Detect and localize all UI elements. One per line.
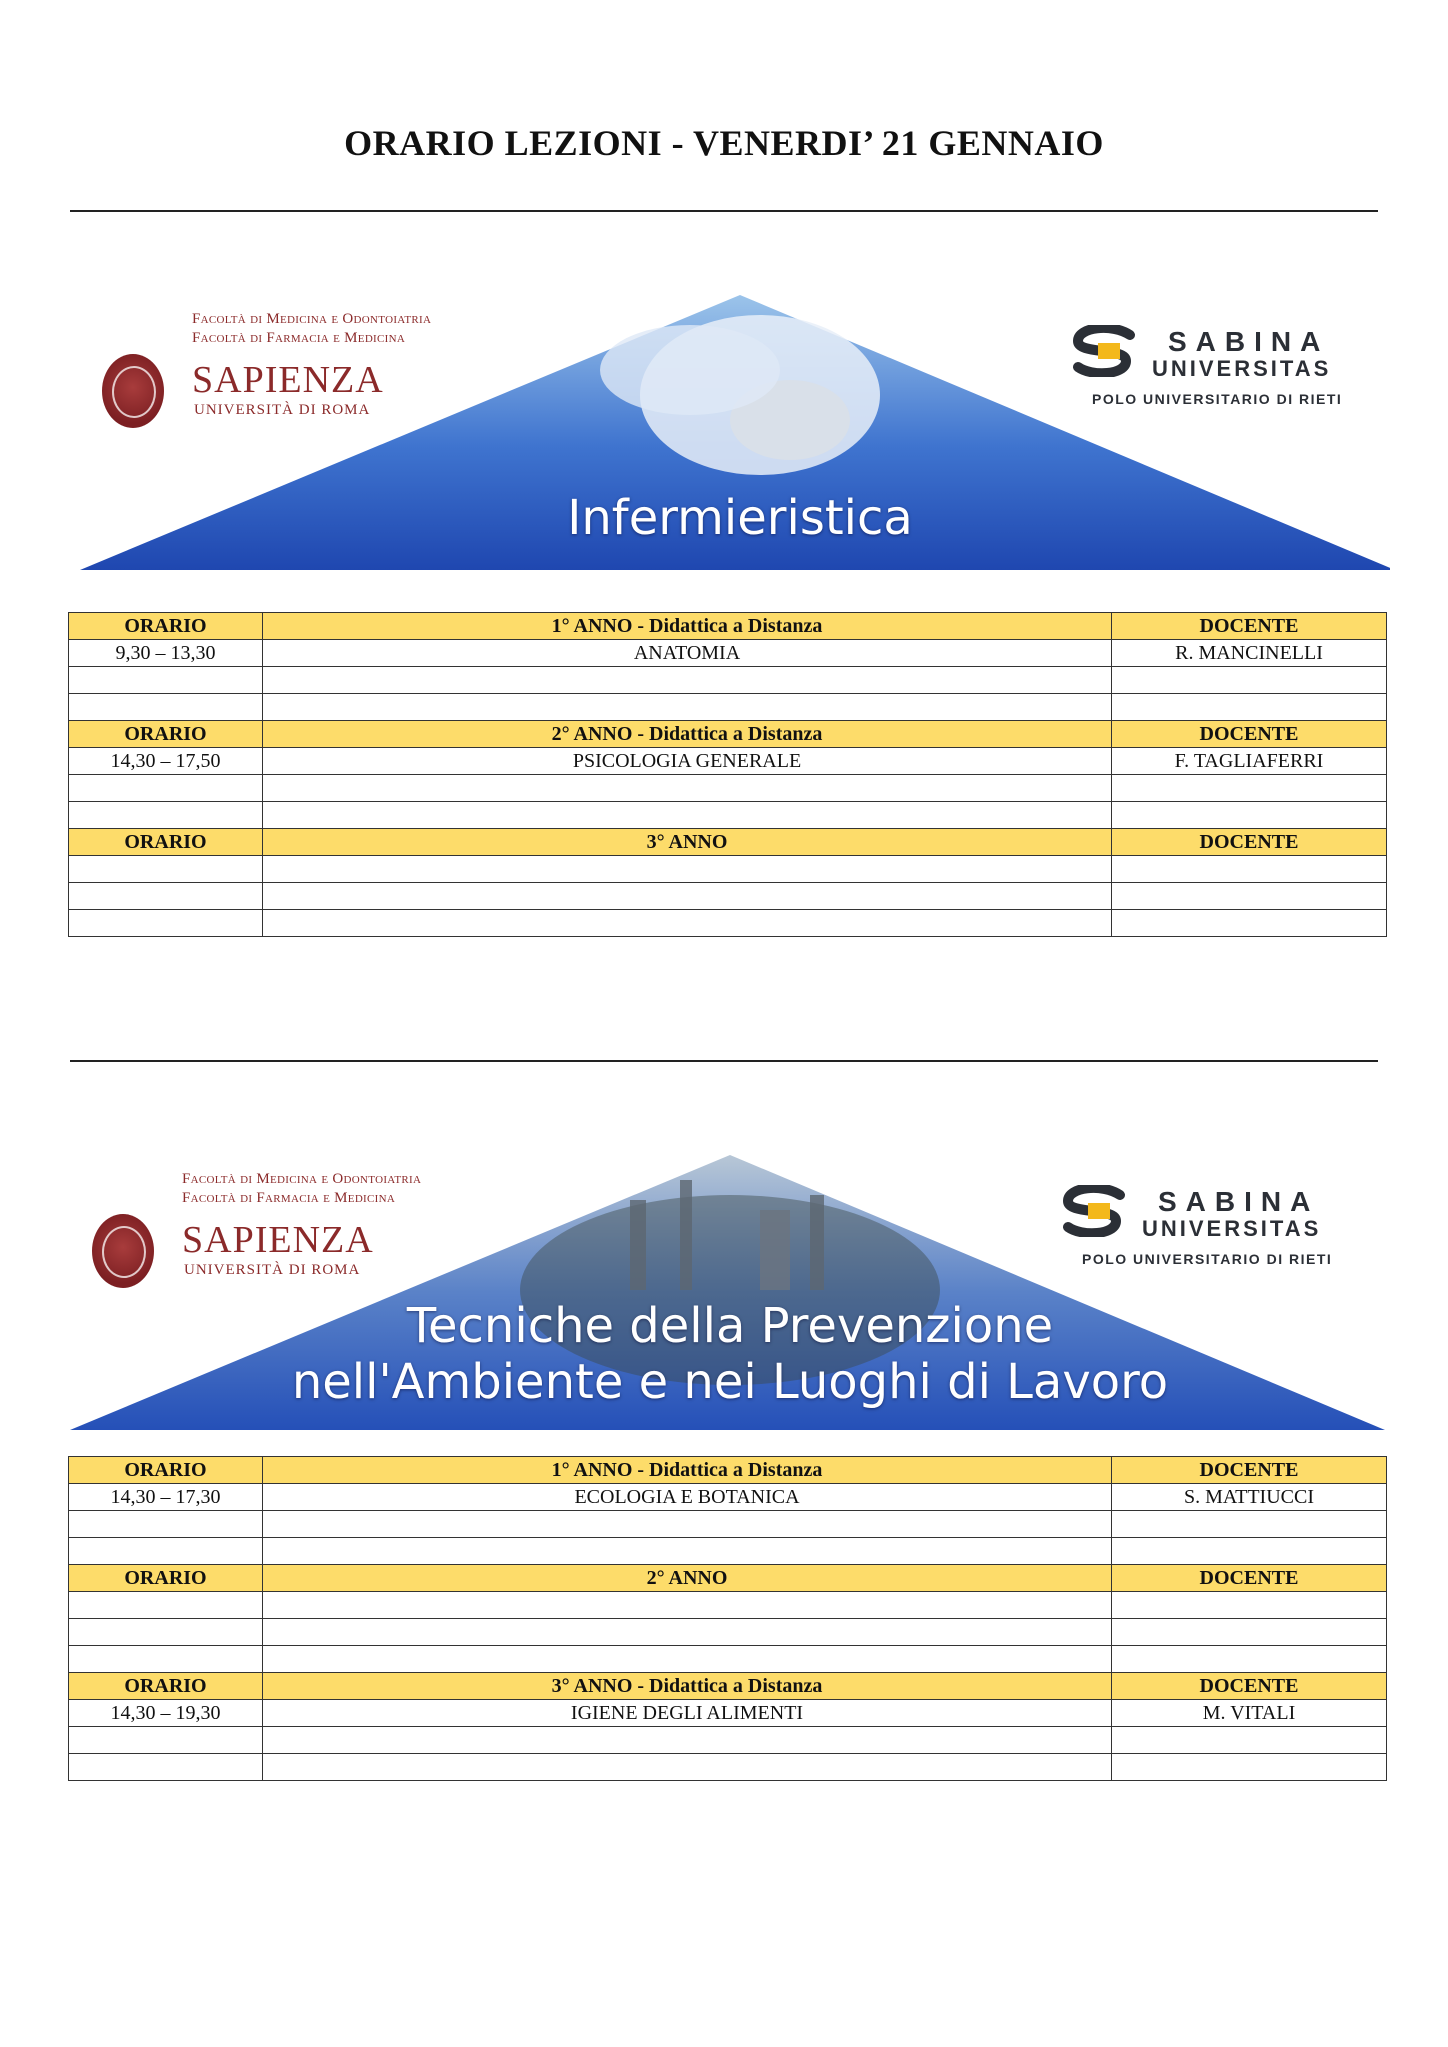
orario-header: ORARIO [69,1673,263,1700]
faculty-line-2: Facoltà di Farmacia e Medicina [182,1190,396,1206]
orario-cell [69,694,263,721]
table-row [69,1511,1387,1538]
schedule-table-tecniche-prevenzione [68,1456,1387,1781]
sapienza-logo-text: SAPIENZA [192,359,384,401]
orario-cell [69,883,263,910]
orario-header: ORARIO [69,1565,263,1592]
docente-header: DOCENTE [1112,721,1387,748]
docente-cell [1112,694,1387,721]
table-row [69,1592,1387,1619]
table-row [69,1727,1387,1754]
table-row [69,910,1387,937]
page-title: ORARIO LEZIONI - VENERDI’ 21 GENNAIO [344,123,1104,163]
banner-title-line: Tecniche della Prevenzione [406,1298,1054,1354]
faculty-line-2: Facoltà di Farmacia e Medicina [192,330,406,346]
corso-cell: IGIENE DEGLI ALIMENTI [263,1700,1112,1727]
sapienza-seal-icon [92,1214,154,1288]
orario-cell: 14,30 – 19,30 [69,1700,263,1727]
anno-header: 3° ANNO [263,829,1112,856]
orario-cell: 14,30 – 17,30 [69,1484,263,1511]
table-row [69,640,1387,667]
orario-cell [69,1592,263,1619]
sabina-logo-icon [1072,325,1138,377]
table-row [69,694,1387,721]
corso-cell [263,775,1112,802]
corso-cell [263,667,1112,694]
anno-header: 2° ANNO - Didattica a Distanza [263,721,1112,748]
anno-header: 1° ANNO - Didattica a Distanza [263,613,1112,640]
banner-title-line: nell'Ambiente e nei Luoghi di Lavoro [291,1354,1169,1410]
docente-cell [1112,1538,1387,1565]
sabina-logo-icon [1062,1185,1128,1237]
table-header-row [69,1457,1387,1484]
docente-cell [1112,1646,1387,1673]
faculty-names [182,1170,421,1208]
corso-cell [263,856,1112,883]
docente-header: DOCENTE [1112,829,1387,856]
polo-rieti-text: POLO UNIVERSITARIO DI RIETI [1082,1251,1333,1267]
table-row [69,1700,1387,1727]
table-header-row [69,1673,1387,1700]
orario-cell [69,802,263,829]
orario-cell [69,1754,263,1781]
docente-cell [1112,667,1387,694]
docente-cell [1112,1727,1387,1754]
docente-cell [1112,1511,1387,1538]
orario-cell: 9,30 – 13,30 [69,640,263,667]
faculty-line-1: Facoltà di Medicina e Odontoiatria [182,1171,422,1187]
docente-header: DOCENTE [1112,1565,1387,1592]
orario-header: ORARIO [69,613,263,640]
corso-cell [263,802,1112,829]
corso-cell [263,1592,1112,1619]
polo-rieti-text: POLO UNIVERSITARIO DI RIETI [1092,391,1343,407]
docente-cell [1112,802,1387,829]
corso-cell [263,883,1112,910]
corso-cell: PSICOLOGIA GENERALE [263,748,1112,775]
sapienza-logo-text: SAPIENZA [182,1219,374,1261]
corso-cell [263,1538,1112,1565]
table-row [69,883,1387,910]
corso-cell: ECOLOGIA E BOTANICA [263,1484,1112,1511]
universitas-logo-text: UNIVERSITAS [1142,1216,1322,1241]
anno-header: 3° ANNO - Didattica a Distanza [263,1673,1112,1700]
docente-cell [1112,856,1387,883]
corso-cell [263,1619,1112,1646]
table-row [69,856,1387,883]
orario-cell [69,1727,263,1754]
banner-tecniche-prevenzione [70,1140,1390,1430]
table-row [69,1484,1387,1511]
orario-cell [69,1538,263,1565]
docente-header: DOCENTE [1112,613,1387,640]
universitas-logo-text: UNIVERSITAS [1152,356,1332,381]
sapienza-subtitle: UNIVERSITÀ DI ROMA [184,1262,361,1278]
table-header-row [69,829,1387,856]
banner-course-title [370,490,1110,546]
table-row [69,1646,1387,1673]
schedule-table-infermieristica [68,612,1387,937]
docente-cell: R. MANCINELLI [1112,640,1387,667]
table-row [69,802,1387,829]
table-header-row [69,1565,1387,1592]
sabina-logo-text: SABINA [1158,1186,1320,1217]
docente-cell [1112,910,1387,937]
docente-cell [1112,1754,1387,1781]
corso-cell [263,910,1112,937]
orario-cell [69,1511,263,1538]
table-header-row [69,613,1387,640]
orario-cell [69,910,263,937]
docente-header: DOCENTE [1112,1673,1387,1700]
docente-cell: M. VITALI [1112,1700,1387,1727]
table-row [69,667,1387,694]
orario-cell [69,856,263,883]
corso-cell [263,1727,1112,1754]
corso-cell: ANATOMIA [263,640,1112,667]
divider-top [70,210,1378,212]
table-row [69,775,1387,802]
docente-header: DOCENTE [1112,1457,1387,1484]
docente-cell: F. TAGLIAFERRI [1112,748,1387,775]
orario-cell: 14,30 – 17,50 [69,748,263,775]
banner-infermieristica [70,280,1390,570]
orario-header: ORARIO [69,721,263,748]
anno-header: 2° ANNO [263,1565,1112,1592]
docente-cell [1112,883,1387,910]
sapienza-seal-icon [102,354,164,428]
orario-cell [69,667,263,694]
sabina-logo-text: SABINA [1168,326,1330,357]
table-header-row [69,721,1387,748]
divider-middle [70,1060,1378,1062]
table-row [69,1754,1387,1781]
docente-cell: S. MATTIUCCI [1112,1484,1387,1511]
orario-header: ORARIO [69,1457,263,1484]
orario-cell [69,775,263,802]
anno-header: 1° ANNO - Didattica a Distanza [263,1457,1112,1484]
banner-title-line: Infermieristica [567,490,913,546]
table-row [69,748,1387,775]
corso-cell [263,1511,1112,1538]
docente-cell [1112,1592,1387,1619]
faculty-names [192,310,431,348]
sapienza-subtitle: UNIVERSITÀ DI ROMA [194,402,371,418]
faculty-line-1: Facoltà di Medicina e Odontoiatria [192,311,432,327]
table-row [69,1619,1387,1646]
docente-cell [1112,775,1387,802]
corso-cell [263,694,1112,721]
orario-cell [69,1646,263,1673]
orario-cell [69,1619,263,1646]
table-row [69,1538,1387,1565]
docente-cell [1112,1619,1387,1646]
banner-course-title [240,1298,1220,1410]
corso-cell [263,1754,1112,1781]
corso-cell [263,1646,1112,1673]
orario-header: ORARIO [69,829,263,856]
